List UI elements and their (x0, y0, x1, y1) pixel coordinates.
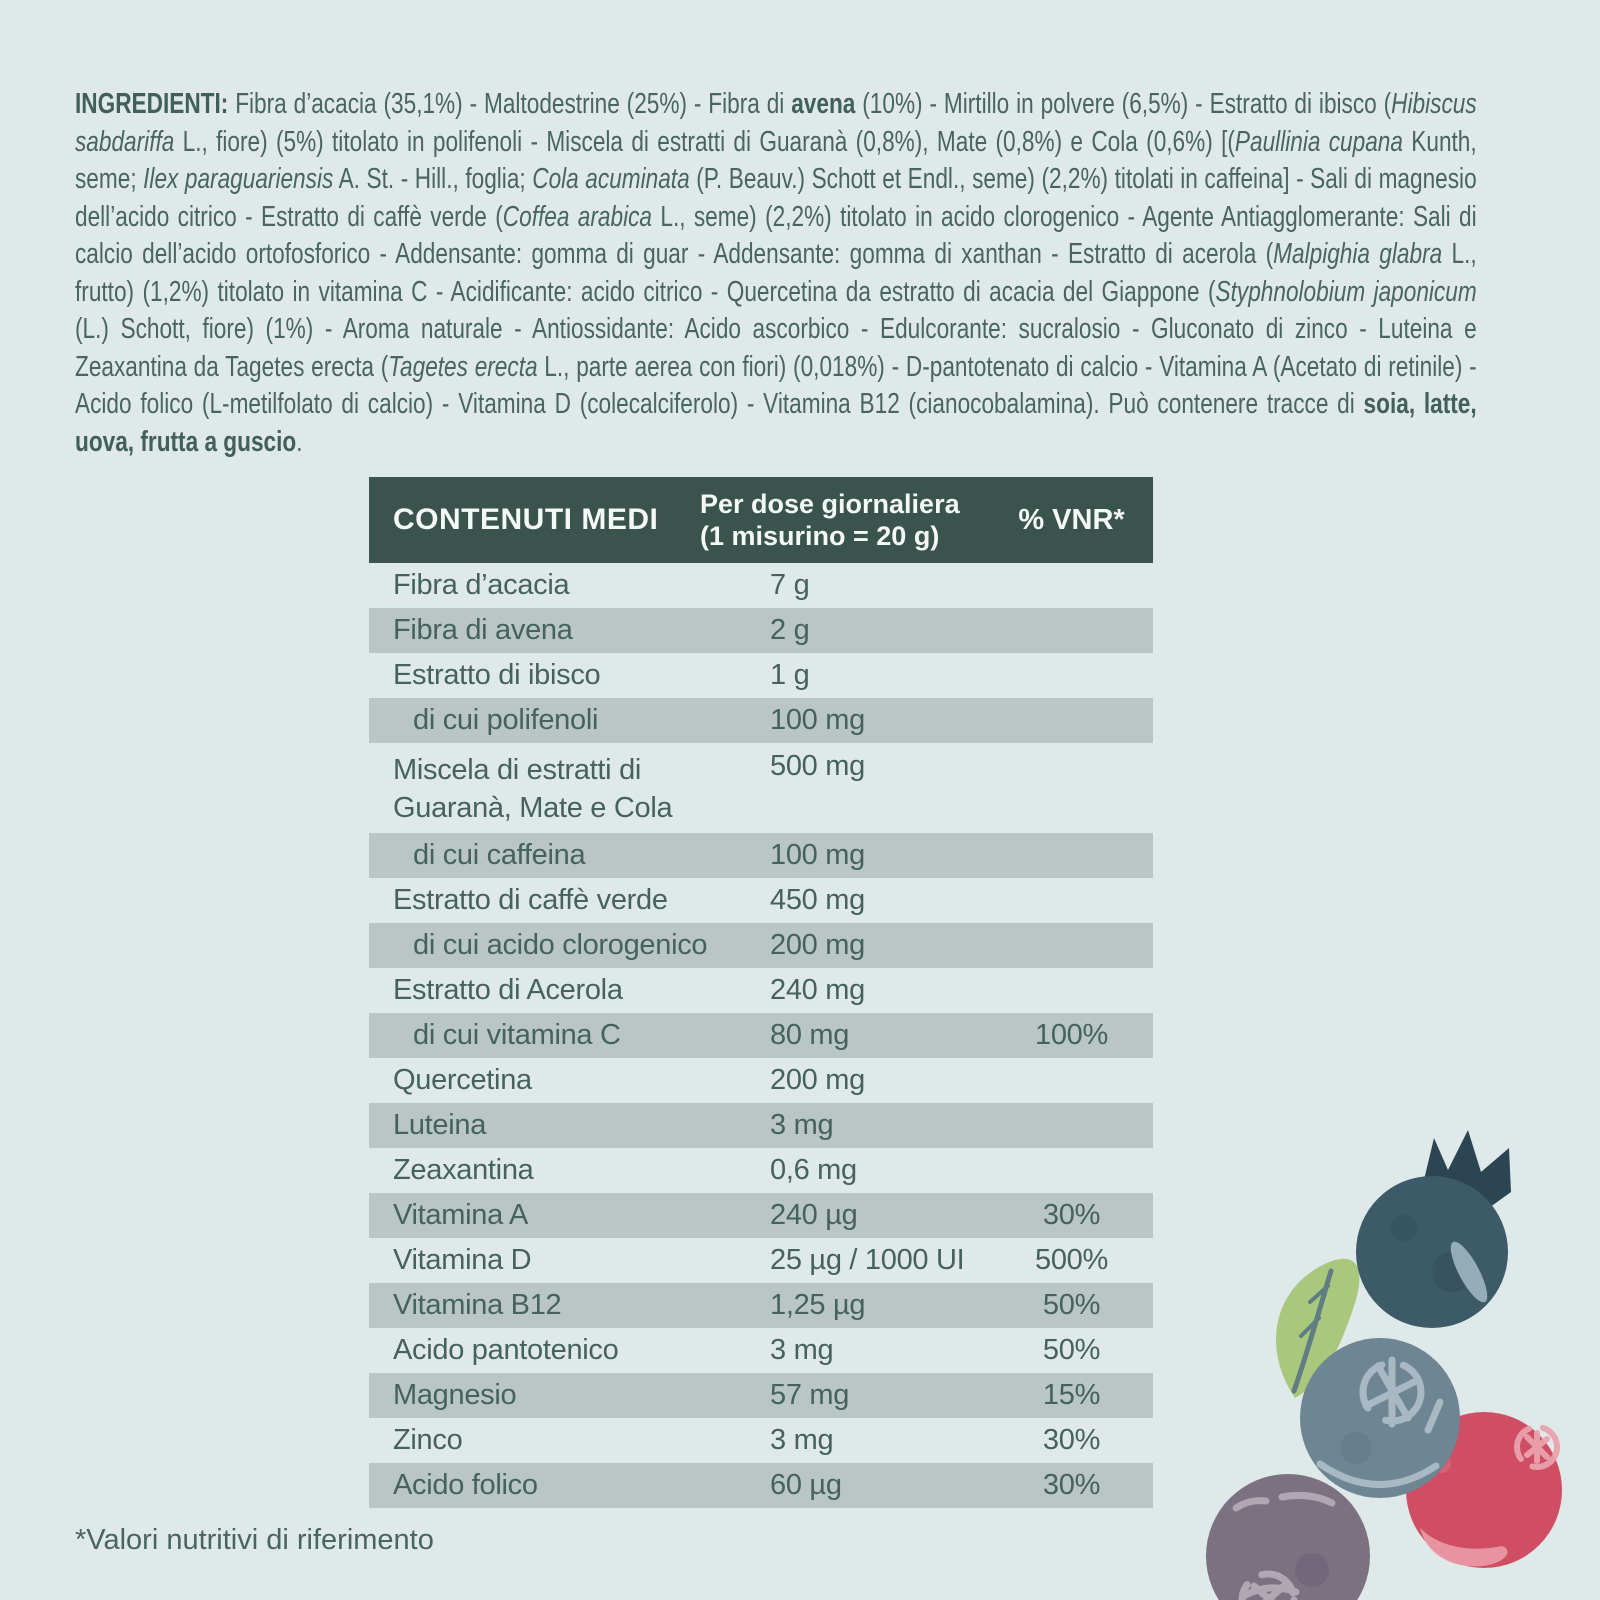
row-value: 240 mg (770, 974, 865, 1006)
table-row (369, 1418, 1153, 1463)
row-label: Zinco (393, 1424, 463, 1456)
row-label: di cui polifenoli (413, 704, 599, 736)
row-label: Fibra di avena (393, 614, 573, 646)
row-vnr (990, 1148, 1153, 1193)
row-vnr (990, 1103, 1153, 1148)
row-vnr (990, 743, 1153, 833)
ingredients-segment: Tagetes erecta (388, 350, 538, 383)
row-label: Estratto di caffè verde (393, 884, 668, 916)
row-vnr: 30% (1042, 1424, 1101, 1456)
header-contenuti-medi: CONTENUTI MEDI (393, 503, 659, 536)
ingredients-segment: Kunth, seme; (75, 125, 1477, 195)
row-label: Magnesio (393, 1379, 517, 1411)
row-label: Zeaxantina (393, 1154, 534, 1186)
row-vnr (990, 563, 1153, 608)
row-label: di cui caffeina (413, 839, 586, 871)
row-vnr: 30% (1042, 1469, 1101, 1501)
header-per-dose (700, 488, 990, 552)
nutrition-table-body (369, 563, 1153, 1508)
row-vnr: 500% (1035, 1244, 1108, 1276)
table-row (369, 698, 1153, 743)
ingredients-segment: L., seme) (2,2%) titolato in acido clorogenico - Agente Antiagglomerante: Sali di calcio dell’acido ortofosforico - Addensante: gomma di guar - Addensante: gomma di xanthan - Estratto di acerola ( (75, 200, 1477, 270)
row-label: Estratto di Acerola (393, 974, 623, 1006)
row-vnr (990, 1058, 1153, 1103)
vnr-footnote: *Valori nutritivi di riferimento (75, 1524, 434, 1556)
ingredients-segment: avena (791, 88, 856, 120)
row-value: 500 mg (770, 750, 865, 782)
ingredients-segment: L., parte aerea con fiori) (0,018%) - D-pantotenato di calcio - Vitamina A (Acetato di retinile) - Acido folico (L-metilfolato di calcio) - Vitamina D (colecalciferolo) - Vitamina B12 (cianocobalamina). Può contenere tracce di (75, 350, 1477, 420)
ingredients-segment: soia, latte, uova, frutta a guscio (75, 388, 1477, 458)
table-row (369, 563, 1153, 608)
row-label: Vitamina D (393, 1244, 532, 1276)
row-value: 0,6 mg (770, 1154, 857, 1186)
row-vnr (990, 968, 1153, 1013)
row-vnr: 50% (1042, 1289, 1101, 1321)
row-value: 100 mg (770, 839, 865, 871)
blackcurrant-icon (1206, 1474, 1370, 1600)
row-label: di cui acido clorogenico (413, 929, 708, 961)
row-label: Acido pantotenico (393, 1334, 619, 1366)
row-vnr (990, 923, 1153, 968)
row-value: 1 g (770, 659, 810, 691)
ingredients-segment: Cola acuminata (532, 163, 690, 195)
row-value: 2 g (770, 614, 810, 646)
ingredients-segment: (L.) Schott, fiore) (1%) - Aroma naturale - Antiossidante: Acido ascorbico - Edulcorante: sucralosio - Gluconato di zinco - Luteina e Zeaxantina da Tagetes erecta ( (75, 313, 1477, 383)
ingredients-segment: A. St. - Hill., foglia; (333, 163, 533, 195)
blueberry-icon (1356, 1130, 1511, 1328)
table-row (369, 653, 1153, 698)
row-vnr (990, 653, 1153, 698)
row-value: 3 mg (770, 1334, 834, 1366)
row-vnr (990, 698, 1153, 743)
ingredients-segment: (P. Beauv.) Schott et Endl., seme) (2,2%) titolati in caffeina] - Sali di magnesio dell’acido citrico - Estratto di caffè verde ( (75, 163, 1477, 233)
ingredients-segment: Fibra d’acacia (35,1%) - Maltodestrine (25%) - Fibra di (228, 88, 792, 120)
table-row (369, 1103, 1153, 1148)
ingredients-segment: Malpighia glabra (1273, 238, 1443, 270)
table-row (369, 1238, 1153, 1283)
table-row (369, 923, 1153, 968)
row-vnr: 100% (1035, 1019, 1108, 1051)
row-value: 3 mg (770, 1109, 834, 1141)
ingredients-segment: Styphnolobium japonicum (1215, 275, 1477, 308)
ingredients-segment: INGREDIENTI: (75, 88, 229, 120)
nutrition-table-header (369, 477, 1153, 563)
header-per-dose-line1: Per dose giornaliera (700, 489, 960, 519)
row-value: 80 mg (770, 1019, 850, 1051)
berries-illustration (1180, 1100, 1600, 1600)
row-vnr (990, 878, 1153, 923)
row-label: Luteina (393, 1109, 487, 1141)
row-vnr: 15% (1042, 1379, 1101, 1411)
row-value: 240 µg (770, 1199, 858, 1231)
table-row (369, 878, 1153, 923)
row-label: Miscela di estratti di Guaranà, Mate e Cola (393, 754, 673, 824)
row-vnr: 50% (1042, 1334, 1101, 1366)
row-value: 450 mg (770, 884, 865, 916)
row-label: Acido folico (393, 1469, 538, 1501)
row-value: 3 mg (770, 1424, 834, 1456)
row-value: 57 mg (770, 1379, 850, 1411)
row-label: Estratto di ibisco (393, 659, 601, 691)
row-value: 100 mg (770, 704, 865, 736)
nutrition-table (369, 477, 1153, 1508)
row-label: Fibra d’acacia (393, 569, 570, 601)
table-row (369, 968, 1153, 1013)
row-label: Vitamina B12 (393, 1289, 562, 1321)
header-per-dose-line2: (1 misurino = 20 g) (700, 521, 940, 551)
table-row (369, 1283, 1153, 1328)
row-label: di cui vitamina C (413, 1019, 621, 1051)
header-vnr: % VNR* (1018, 503, 1125, 536)
ingredients-segment: (10%) - Mirtillo in polvere (6,5%) - Estratto di ibisco ( (855, 88, 1392, 120)
row-label: Vitamina A (393, 1199, 529, 1231)
row-value: 60 µg (770, 1469, 842, 1501)
row-label: Quercetina (393, 1064, 532, 1096)
row-value: 200 mg (770, 929, 865, 961)
ingredients-segment: Paullinia cupana (1234, 125, 1403, 158)
table-row (369, 833, 1153, 878)
row-value: 200 mg (770, 1064, 865, 1096)
ingredients-segment: L., fiore) (5%) titolato in polifenoli - Miscela di estratti di Guaranà (0,8%), Mate (0,8%) e Cola (0,6%) [( (174, 125, 1235, 158)
ingredients-segment: Coffea arabica (502, 200, 652, 233)
ingredients-segment: . (296, 425, 303, 458)
ingredients-paragraph (75, 86, 1477, 461)
ingredients-segment: Hibiscus sabdariffa (75, 88, 1477, 158)
row-vnr: 30% (1042, 1199, 1101, 1231)
row-value: 1,25 µg (770, 1289, 866, 1321)
row-value: 7 g (770, 569, 810, 601)
ingredients-segment: L., frutto) (1,2%) titolato in vitamina C - Acidificante: acido citrico - Quercetina da estratto di acacia del Giappone ( (75, 238, 1477, 308)
table-row (369, 1328, 1153, 1373)
table-row (369, 1058, 1153, 1103)
row-vnr (990, 608, 1153, 653)
table-row (369, 1193, 1153, 1238)
table-row (369, 743, 1153, 833)
row-value: 25 µg / 1000 UI (770, 1244, 965, 1276)
table-row (369, 1013, 1153, 1058)
ingredients-segment: Ilex paraguariensis (143, 163, 334, 195)
table-row (369, 1148, 1153, 1193)
row-vnr (990, 833, 1153, 878)
table-row (369, 1373, 1153, 1418)
table-row (369, 608, 1153, 653)
bilberry-icon (1300, 1338, 1460, 1498)
table-row (369, 1463, 1153, 1508)
